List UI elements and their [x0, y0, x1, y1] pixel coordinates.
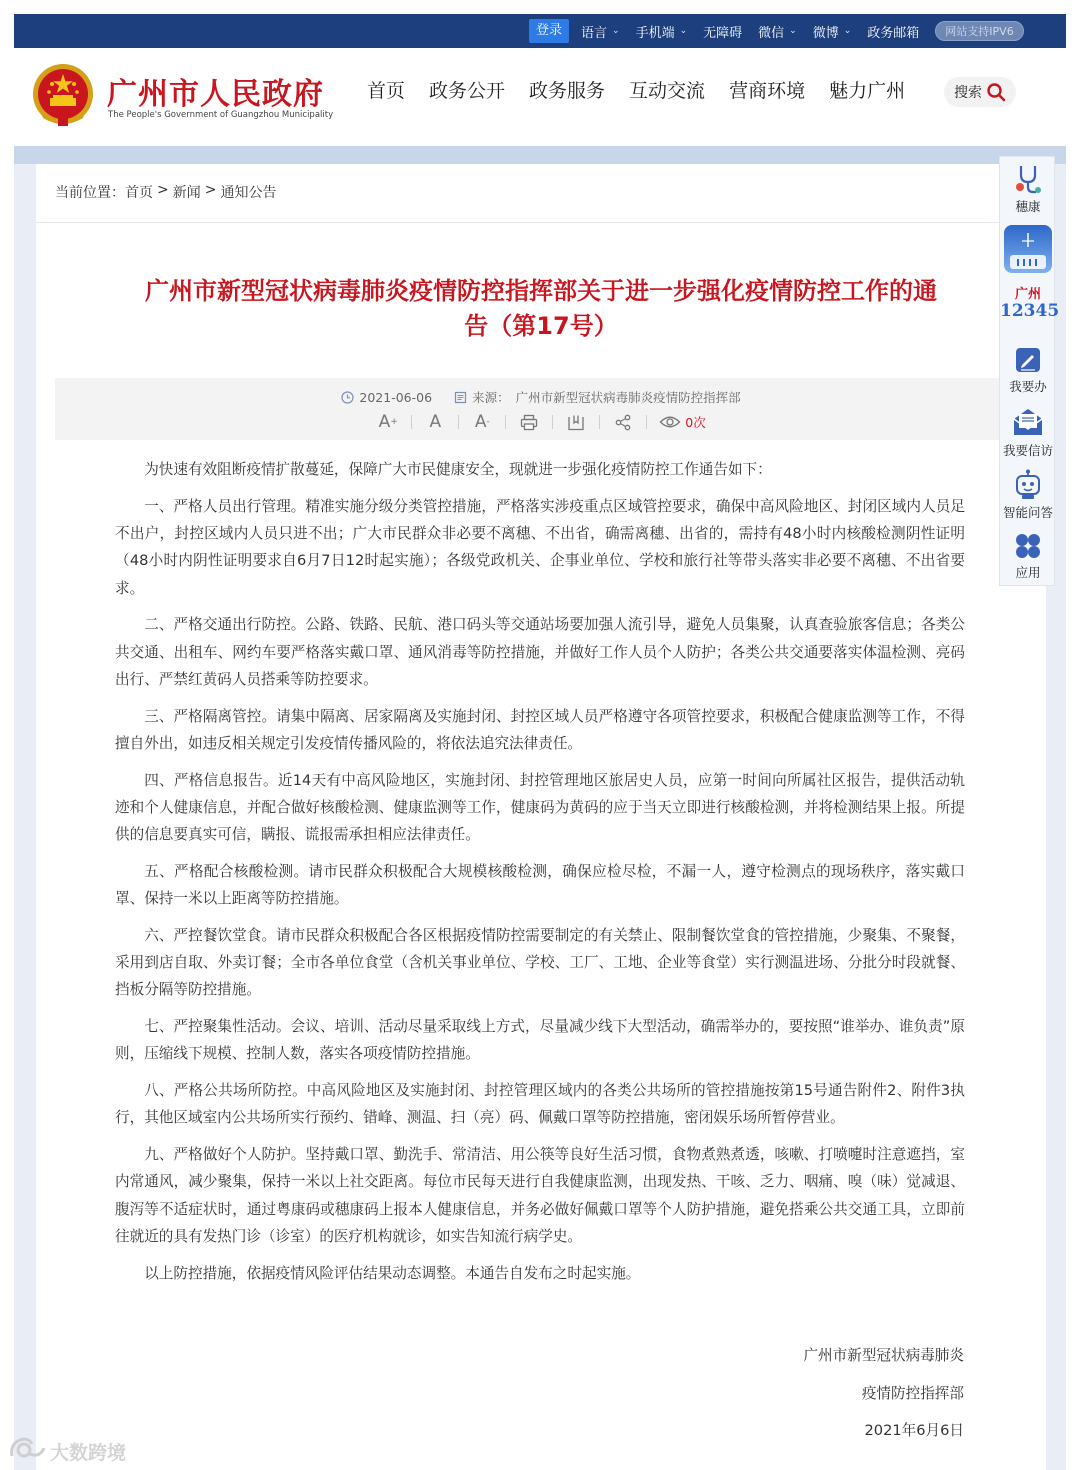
chevron-down-icon: ⌄ [612, 26, 620, 36]
side-item-apps[interactable] [1000, 531, 1056, 581]
article-paragraph: 六、严控餐饮堂食。请市民群众积极配合各区根据疫情防控需要制定的有关禁止、限制餐饮堂食的管控措施，少聚集、不聚餐，采用到店自取、外卖订餐；全市各单位食堂（含机关事业单位、学校、工厂、工地、企业等食堂）实行测温进场、分批分时段就餐、挡板分隔等防控措施。 [115, 926, 965, 999]
chevron-down-icon: ⌄ [843, 26, 852, 36]
breadcrumb-home[interactable]: 首页 [125, 185, 153, 201]
article-signature [803, 1337, 964, 1450]
article-paragraph: 四、严格信息报告。近14天有中高风险地区，实施封闭、封控管理地区旅居史人员，应第一时间向所属社区报告，提供活动轨迹和个人健康信息，并配合做好核酸检测、健康监测等工作，健康码为黄码的应于当天立即进行核酸检测，并将检测结果上报。所提供的信息要真实可信，瞒报、谎报需承担相应法律责任。 [115, 771, 965, 844]
accessibility-link-label: 无障碍 [703, 25, 743, 41]
source-name: 广州市新型冠状病毒肺炎疫情防控指挥部 [515, 390, 741, 405]
stethoscope-icon [1011, 163, 1045, 195]
accessibility-link[interactable] [703, 22, 742, 41]
site-subtitle: The People's Government of Guangzhou Municipality [108, 110, 334, 120]
nav-business-environment[interactable]: 营商环境 [729, 80, 806, 102]
print-icon[interactable] [517, 412, 541, 432]
publish-date: 2021-06-06 [359, 389, 433, 405]
search-button[interactable] [944, 77, 1016, 107]
clock-icon [341, 391, 354, 404]
side-item-apply[interactable] [1000, 345, 1056, 395]
watermark-text: 大数跨境 [50, 1442, 127, 1464]
edit-icon [1013, 345, 1043, 375]
apps-grid-icon [1013, 531, 1043, 561]
site-header [14, 48, 1066, 146]
mobile-menu-label: 手机端 [635, 25, 675, 41]
language-menu-label: 语言 [581, 25, 608, 41]
article-paragraph: 三、严格隔离管控。请集中隔离、居家隔离及实施封闭、封控区域人员严格遵守各项管控要求，积极配合健康监测等工作，不得擅自外出，如违反相关规定引发疫情传播风险的，将依法追究法律责任。 [115, 707, 965, 752]
wechat-menu-label: 微信 [758, 25, 785, 41]
article-card [36, 164, 1046, 1470]
utility-links [529, 14, 1024, 48]
chevron-down-icon: ⌄ [789, 26, 797, 36]
ipv6-badge: 网站支持IPV6 [935, 21, 1023, 41]
article-body [115, 456, 965, 1287]
view-count: 0次 [685, 415, 706, 430]
breadcrumb [55, 182, 276, 202]
article-paragraph: 一、严格人员出行管理。精准实施分级分类管控措施，严格落实涉疫重点区域管控要求，确保中高风险地区、封闭区域内人员足不出户，封控区域内人员只进不出；广大市民群众非必要不离穗、不出省，确需离穗、出省的，需持有48小时内核酸检测阴性证明（48小时内阴性证明要求自6月7日12时起实施）；各级党政机关、企事业单位、学校和旅行社等带头落实非必要不离穗、不出省要求。 [115, 497, 965, 597]
nav-home[interactable]: 首页 [367, 80, 406, 102]
tool-divider [599, 415, 600, 429]
national-emblem-logo[interactable] [30, 62, 96, 130]
suihaoban-logo-icon [1004, 225, 1052, 273]
weibo-menu-label: 微博 [812, 25, 839, 41]
suihaoban-app-tile[interactable] [1004, 225, 1052, 273]
nav-interaction[interactable]: 互动交流 [629, 80, 706, 102]
weibo-menu[interactable] [813, 22, 852, 41]
site-title[interactable]: 广州市人民政府 [107, 77, 324, 112]
main-navigation [367, 76, 929, 103]
font-default-icon[interactable]: A [429, 412, 442, 432]
side-item-suikang[interactable] [1000, 163, 1056, 215]
article-paragraph: 八、严格公共场所防控。中高风险地区及实施封闭、封控管理区域内的各类公共场所的管控措施按第15号通告附件2、附件3执行，其他区域室内公共场所实行预约、错峰、测温、扫（亮）码、佩戴口罩等防控措施，密闭娱乐场所暂停营业。 [115, 1082, 965, 1127]
article-paragraph: 七、严控聚集性活动。会议、培训、活动尽量采取线上方式，尽量减少线下大型活动，确需举办的，要按照“谁举办、谁负责”原则，压缩线下规模、控制人数，落实各项疫情防控措施。 [115, 1018, 965, 1063]
signature-org-line1: 广州市新型冠状病毒肺炎 [803, 1347, 964, 1364]
watermark-symbol-icon [8, 1434, 48, 1464]
top-utility-bar [14, 14, 1066, 48]
hotline-number: 12345 [1000, 301, 1060, 321]
gov-email-link[interactable] [867, 22, 919, 41]
hotline-city: 广州 [1014, 287, 1041, 302]
side-item-label: 应用 [1015, 565, 1041, 580]
reading-tools [55, 412, 1027, 432]
breadcrumb-notices[interactable]: 通知公告 [220, 185, 277, 201]
article-paragraph: 五、严格配合核酸检测。请市民群众积极配合大规模核酸检测，确保应检尽检，不漏一人，遵守检测点的现场秩序，落实戴口罩、保持一米以上距离等防控措施。 [115, 862, 965, 908]
breadcrumb-separator: > [157, 182, 169, 198]
background-strip [14, 146, 1066, 164]
bookmark-icon[interactable] [564, 412, 588, 432]
tool-divider [646, 415, 647, 429]
share-icon[interactable] [611, 412, 635, 432]
tool-divider [458, 415, 459, 429]
side-item-petition[interactable] [1000, 405, 1056, 459]
side-item-label: 智能问答 [1002, 505, 1053, 520]
article-title: 广州市新型冠状病毒肺炎疫情防控指挥部关于进一步强化疫情防控工作的通告（第17号） [145, 277, 937, 340]
breadcrumb-prefix: 当前位置： [55, 185, 125, 201]
side-item-label: 我要信访 [1002, 443, 1053, 458]
article-paragraph: 二、严格交通出行防控。公路、铁路、民航、港口码头等交通站场要加强人流引导，避免人员集聚，认真查验旅客信息；各类公共交通、出租车、网约车要严格落实戴口罩、通风消毒等防控措施，并做好工作人员个人防护；各类公共交通要落实体温检测、亮码出行、严禁红黄码人员搭乘等防控要求。 [115, 616, 965, 688]
breadcrumb-divider [36, 222, 1046, 223]
side-toolbar [999, 156, 1060, 586]
source-label: 来源： [472, 390, 510, 405]
watermark-logo [8, 1432, 148, 1466]
signature-date: 2021年6月6日 [864, 1422, 964, 1439]
language-menu[interactable] [581, 22, 620, 41]
nav-charm-guangzhou[interactable]: 魅力广州 [829, 80, 906, 102]
font-increase-icon[interactable]: A + [378, 412, 398, 432]
nav-government-services[interactable]: 政务服务 [529, 80, 606, 102]
article-paragraph: 九、严格做好个人防护。坚持戴口罩、勤洗手、常清洁、用公筷等良好生活习惯，食物煮熟煮透，咳嗽、打喷嚏时注意遮挡，室内常通风，减少聚集，保持一米以上社交距离。每位市民每天进行自我健康监测，出现发热、干咳、乏力、咽痛、嗅（味）觉减退、腹泻等不适症状时，通过粤康码或穗康码上报本人健康信息，并务必做好佩戴口罩等个人防护措施，避免搭乘公共交通工具，立即前往就近的具有发热门诊（诊室）的医疗机构就诊，如实告知流行病学史。 [115, 1146, 965, 1245]
tool-divider [505, 415, 506, 429]
article-paragraph: 以上防控措施，依据疫情风险评估结果动态调整。本通告自发布之时起实施。 [144, 1264, 641, 1282]
gov-email-link-label: 政务邮箱 [867, 25, 920, 41]
meta-info-row [55, 388, 1027, 406]
envelope-icon [1010, 405, 1046, 439]
nav-government-affairs[interactable]: 政务公开 [429, 80, 506, 102]
font-decrease-icon[interactable]: A - [474, 412, 490, 432]
search-label: 搜索 [954, 85, 982, 101]
side-item-12345-hotline[interactable] [1000, 287, 1060, 321]
tool-divider [411, 415, 412, 429]
side-item-label: 我要办 [1009, 379, 1047, 394]
wechat-menu[interactable] [758, 22, 797, 41]
document-icon [454, 391, 467, 404]
article-paragraph: 为快速有效阻断疫情扩散蔓延，保障广大市民健康安全，现就进一步强化疫情防控工作通告如下： [144, 461, 772, 478]
eye-icon [658, 412, 682, 432]
side-item-label: 穗康 [1015, 199, 1041, 214]
tool-divider [552, 415, 553, 429]
side-item-smart-qa[interactable] [1000, 469, 1056, 521]
chevron-down-icon: ⌄ [679, 26, 688, 36]
signature-org-line2: 疫情防控指挥部 [861, 1384, 964, 1402]
breadcrumb-separator: > [204, 182, 217, 198]
search-icon [986, 82, 1006, 102]
mobile-menu[interactable] [636, 22, 688, 41]
article-meta [55, 378, 1027, 440]
breadcrumb-news[interactable]: 新闻 [172, 185, 201, 201]
login-button[interactable]: 登录 [529, 19, 569, 43]
robot-icon [1013, 469, 1043, 501]
